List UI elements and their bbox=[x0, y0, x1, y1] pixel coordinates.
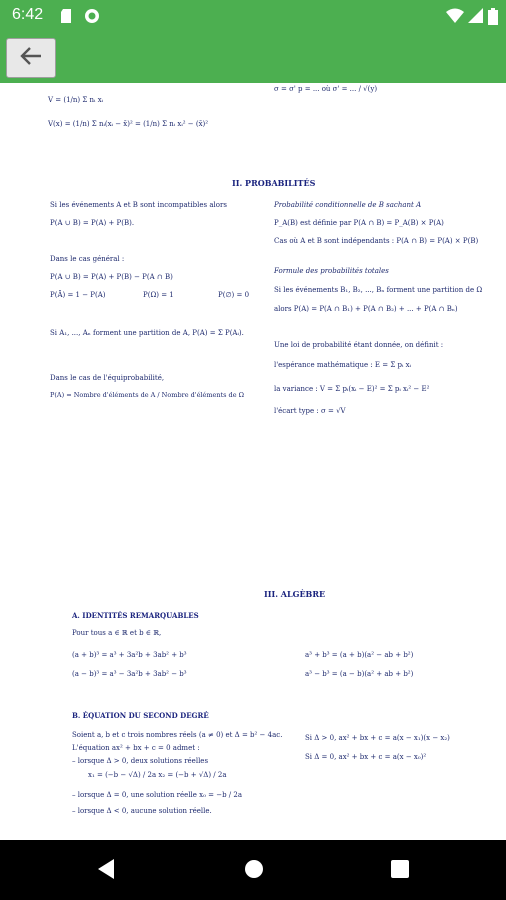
prob-right-line: l'espérance mathématique : E = Σ pᵢ xᵢ bbox=[274, 361, 411, 369]
formula-variance: V(x) = (1/n) Σ nᵢ(xᵢ − x̄)² = (1/n) Σ nᵢ xᵢ² − (x̄)² bbox=[48, 120, 209, 128]
alg-intro: Pour tous a ∈ ℝ et b ∈ ℝ, bbox=[72, 629, 162, 637]
alg-left-line: (a − b)³ = a³ − 3a²b + 3ab² − b³ bbox=[72, 670, 187, 678]
eq-left-line: x₁ = (−b − √Δ) / 2a x₂ = (−b + √Δ) / 2a bbox=[88, 771, 227, 779]
prob-left-line: P(A) = Nombre d'éléments de A / Nombre d'éléments de Ω bbox=[50, 391, 245, 399]
prob-right-line: Si les événements B₁, B₂, ..., Bₙ forment une partition de Ω bbox=[274, 286, 483, 294]
prob-left-line: Si A₁, ..., Aₙ forment une partition de A, P(A) = Σ P(Aᵢ). bbox=[50, 329, 244, 337]
formula-top-right: σ = σ' p = ... où σ' = ... / √(y) bbox=[274, 85, 378, 93]
nav-home-icon[interactable] bbox=[244, 858, 264, 884]
eq-left-line: Soient a, b et c trois nombres réels (a ≠ 0) et Δ = b² − 4ac. bbox=[72, 731, 283, 739]
prob-left-line: P(A ∪ B) = P(A) + P(B) − P(A ∩ B) bbox=[50, 273, 173, 281]
prob-left-line: P(Ω) = 1 bbox=[143, 291, 174, 299]
subsection-identites: A. IDENTITÉS REMARQUABLES bbox=[72, 611, 199, 620]
prob-left-line: Si les événements A et B sont incompatibles alors bbox=[50, 201, 227, 209]
prob-right-line: P_A(B) est définie par P(A ∩ B) = P_A(B) × P(A) bbox=[274, 219, 444, 227]
prob-left-line: Dans le cas de l'équiprobabilité, bbox=[50, 374, 165, 382]
nav-back-icon[interactable] bbox=[96, 858, 116, 884]
nav-recents-icon[interactable] bbox=[390, 858, 410, 884]
alg-right-line: a³ − b³ = (a − b)(a² + ab + b²) bbox=[305, 670, 414, 678]
document-page bbox=[0, 83, 506, 840]
subsection-equation: B. ÉQUATION DU SECOND DEGRÉ bbox=[72, 711, 209, 720]
eq-right-line: Si Δ = 0, ax² + bx + c = a(x − x₀)² bbox=[305, 753, 427, 761]
alg-right-line: a³ + b³ = (a + b)(a² − ab + b²) bbox=[305, 651, 414, 659]
prob-right-line: alors P(A) = P(A ∩ B₁) + P(A ∩ B₂) + ... + P(A ∩ Bₙ) bbox=[274, 305, 458, 313]
eq-right-line: Si Δ > 0, ax² + bx + c = a(x − x₁)(x − x₂) bbox=[305, 734, 450, 742]
prob-right-line: Formule des probabilités totales bbox=[274, 267, 389, 275]
eq-left-line: L'équation ax² + bx + c = 0 admet : bbox=[72, 744, 200, 752]
arrow-left-icon bbox=[20, 46, 42, 70]
section-title-algebre: III. ALGÈBRE bbox=[264, 589, 326, 599]
navigation-bar bbox=[0, 840, 506, 900]
prob-right-line: Probabilité conditionnelle de B sachant A bbox=[274, 201, 422, 209]
eq-left-line: – lorsque Δ > 0, deux solutions réelles bbox=[72, 757, 209, 765]
prob-right-line: Une loi de probabilité étant donnée, on définit : bbox=[274, 341, 444, 349]
status-bar bbox=[0, 0, 506, 33]
prob-left-line: P(Ā) = 1 − P(A) bbox=[50, 291, 106, 299]
wifi-icon bbox=[446, 8, 464, 29]
signal-icon bbox=[468, 8, 484, 29]
prob-left-line: P(∅) = 0 bbox=[218, 291, 250, 299]
eq-left-line: – lorsque Δ = 0, une solution réelle x₀ = −b / 2a bbox=[72, 791, 243, 799]
sync-icon bbox=[84, 8, 100, 29]
prob-right-line: la variance : V = Σ pᵢ(xᵢ − E)² = Σ pᵢ xᵢ² − E² bbox=[274, 385, 430, 393]
formula-mean: V = (1/n) Σ nᵢ xᵢ bbox=[48, 96, 104, 104]
sd-card-icon bbox=[60, 8, 72, 29]
prob-left-line: P(A ∪ B) = P(A) + P(B). bbox=[50, 219, 135, 227]
prob-right-line: Cas où A et B sont indépendants : P(A ∩ B) = P(A) × P(B) bbox=[274, 237, 479, 245]
eq-left-line: – lorsque Δ < 0, aucune solution réelle. bbox=[72, 807, 212, 815]
status-time: 6:42 bbox=[12, 6, 44, 23]
battery-icon bbox=[488, 8, 498, 30]
prob-left-line: Dans le cas général : bbox=[50, 255, 125, 263]
alg-left-line: (a + b)³ = a³ + 3a²b + 3ab² + b³ bbox=[72, 651, 187, 659]
app-bar bbox=[0, 33, 506, 83]
section-title-probabilites: II. PROBABILITÉS bbox=[232, 178, 316, 188]
back-button[interactable] bbox=[6, 38, 56, 78]
prob-right-line: l'écart type : σ = √V bbox=[274, 407, 346, 415]
